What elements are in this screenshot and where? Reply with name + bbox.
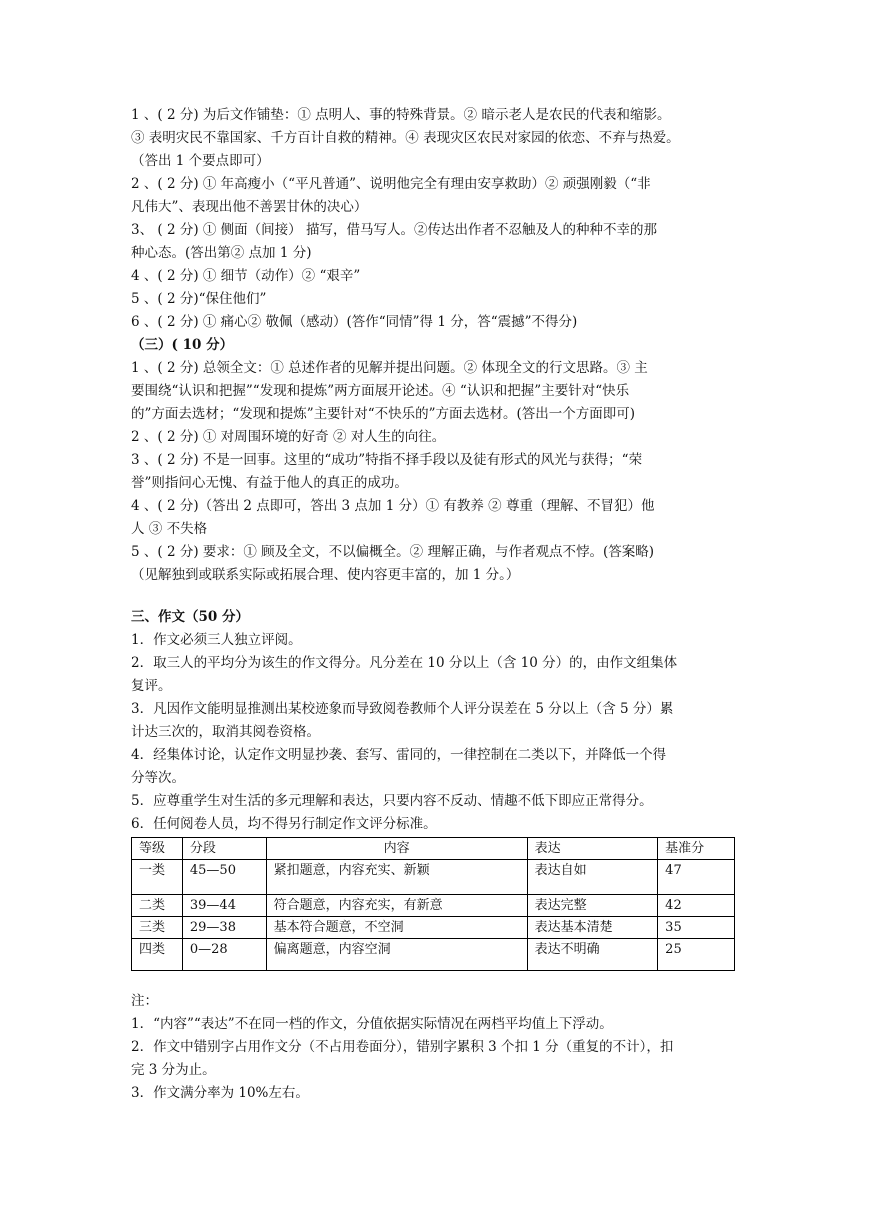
table-row <box>132 917 735 939</box>
rule-line: 2．取三人的平均分为该生的作文得分。凡分差在 10 分以上（含 10 分）的，由作文组集体 <box>131 655 678 671</box>
notes-list <box>131 1013 741 1105</box>
spacer <box>131 971 741 990</box>
answer-line: 种心态。(答出第② 点加 1 分) <box>131 245 312 261</box>
spacer <box>131 587 741 606</box>
table-cell: 0—28 <box>182 939 266 971</box>
note-line: 1．“内容”“表达”不在同一档的作文，分值依据实际情况在两档平均值上下浮动。 <box>131 1016 613 1032</box>
answer-line: 人 ③ 不失格 <box>131 521 208 537</box>
rule-line: 6．任何阅卷人员，均不得另行制定作文评分标准。 <box>131 816 437 832</box>
table-row <box>132 860 735 895</box>
answer-line: 的”方面去选材；“发现和提炼”主要针对“不快乐的”方面去选材。(答出一个方面即可) <box>131 406 636 422</box>
header-cell-grade: 等级 <box>132 838 183 860</box>
table-row <box>132 895 735 917</box>
answer-line: 要围绕“认识和把握”“发现和提炼”两方面展开论述。④ “认识和把握”主要针对“快乐 <box>131 383 630 399</box>
header-cell-range: 分段 <box>182 838 266 860</box>
answer-line: 凡伟大”、表现出他不善罢甘休的决心） <box>131 199 368 215</box>
reading-section-3-answers <box>131 357 741 587</box>
reading-section-2-answers <box>131 104 741 334</box>
answer-line: 3、 ( 2 分) ① 侧面（间接） 描写，借马写人。②传达出作者不忍触及人的种种不幸的那 <box>131 222 657 238</box>
answer-line: 1 、( 2 分) 总领全文：① 总述作者的见解并提出问题。② 体现全文的行文思路。③ 主 <box>131 360 648 376</box>
note-line: 完 3 分为止。 <box>131 1062 216 1078</box>
answer-line: 1 、( 2 分) 为后文作铺垫：① 点明人、事的特殊背景。② 暗示老人是农民的代表和缩影。 <box>131 107 671 123</box>
table-cell: 符合题意，内容充实，有新意 <box>266 895 527 917</box>
answer-line: 4 、( 2 分)（答出 2 点即可，答出 3 点加 1 分）① 有教养 ② 尊重（理解、不冒犯）他 <box>131 498 655 514</box>
rule-line: 5．应尊重学生对生活的多元理解和表达，只要内容不反动、情趣不低下即应正常得分。 <box>131 793 653 809</box>
notes-heading: 注： <box>131 993 158 1009</box>
answer-line: （见解独到或联系实际或拓展合理、使内容更丰富的，加 1 分。） <box>131 567 520 583</box>
note-line: 3．作文满分率为 10%左右。 <box>131 1085 309 1101</box>
answer-line: 誉”则指问心无愧、有益于他人的真正的成功。 <box>131 475 408 491</box>
answer-line: 2 、( 2 分) ① 对周围环境的好奇 ② 对人生的向往。 <box>131 429 446 445</box>
rule-line: 计达三次的，取消其阅卷资格。 <box>131 724 320 740</box>
table-cell: 二类 <box>132 895 183 917</box>
grading-table <box>131 837 735 971</box>
rule-line: 分等次。 <box>131 770 185 786</box>
answer-line: 5 、( 2 分)“保住他们” <box>131 291 267 307</box>
header-cell-base-score: 基准分 <box>658 838 735 860</box>
table-header-row <box>132 838 735 860</box>
answer-line: ③ 表明灾民不靠国家、千方百计自救的精神。④ 表现灾区农民对家园的依恋、不弃与热爱。 <box>131 130 680 146</box>
table-cell: 紧扣题意，内容充实、新颖 <box>266 860 527 895</box>
answer-line: 5 、( 2 分) 要求：① 顾及全文，不以偏概全。② 理解正确，与作者观点不悖。(答案略) <box>131 544 654 560</box>
table-cell: 39—44 <box>182 895 266 917</box>
table-cell: 25 <box>658 939 735 971</box>
header-cell-expression: 表达 <box>527 838 658 860</box>
table-cell: 45—50 <box>182 860 266 895</box>
rule-line: 复评。 <box>131 678 172 694</box>
table-cell: 35 <box>658 917 735 939</box>
rule-line: 4．经集体讨论，认定作文明显抄袭、套写、雷同的，一律控制在二类以下，并降低一个得 <box>131 747 667 763</box>
section-3-heading: （三）( 10 分） <box>131 337 234 353</box>
table-cell: 一类 <box>132 860 183 895</box>
rule-line: 1．作文必须三人独立评阅。 <box>131 632 302 648</box>
table-cell: 表达基本清楚 <box>527 917 658 939</box>
table-row <box>132 939 735 971</box>
note-line: 2．作文中错别字占用作文分（不占用卷面分），错别字累积 3 个扣 1 分（重复的不计），扣 <box>131 1039 674 1055</box>
table-cell: 四类 <box>132 939 183 971</box>
table-cell: 29—38 <box>182 917 266 939</box>
table-cell: 42 <box>658 895 735 917</box>
header-cell-content: 内容 <box>266 838 527 860</box>
table-cell: 47 <box>658 860 735 895</box>
table-cell: 三类 <box>132 917 183 939</box>
answer-line: （答出 1 个要点即可） <box>131 153 270 169</box>
table-cell: 表达不明确 <box>527 939 658 971</box>
answer-key-page <box>131 104 741 1105</box>
answer-line: 2 、( 2 分) ① 年高瘦小（“平凡普通”、说明他完全有理由安享救助）② 顽强刚毅（“非 <box>131 176 651 192</box>
answer-line: 3 、( 2 分) 不是一回事。这里的“成功”特指不择手段以及徒有形式的风光与获得；“荣 <box>131 452 643 468</box>
answer-line: 4 、( 2 分) ① 细节（动作）② “艰辛” <box>131 268 361 284</box>
answer-line: 6 、( 2 分) ① 痛心② 敬佩（感动）(答作“同情”得 1 分，答“震撼”不得分) <box>131 314 578 330</box>
essay-rules <box>131 629 741 836</box>
table-cell: 表达自如 <box>527 860 658 895</box>
table-cell: 表达完整 <box>527 895 658 917</box>
essay-heading: 三、作文（50 分） <box>131 609 249 625</box>
rule-line: 3．凡因作文能明显推测出某校迹象而导致阅卷教师个人评分误差在 5 分以上（含 5 分）累 <box>131 701 674 717</box>
table-cell: 基本符合题意，不空洞 <box>266 917 527 939</box>
table-cell: 偏离题意，内容空洞 <box>266 939 527 971</box>
